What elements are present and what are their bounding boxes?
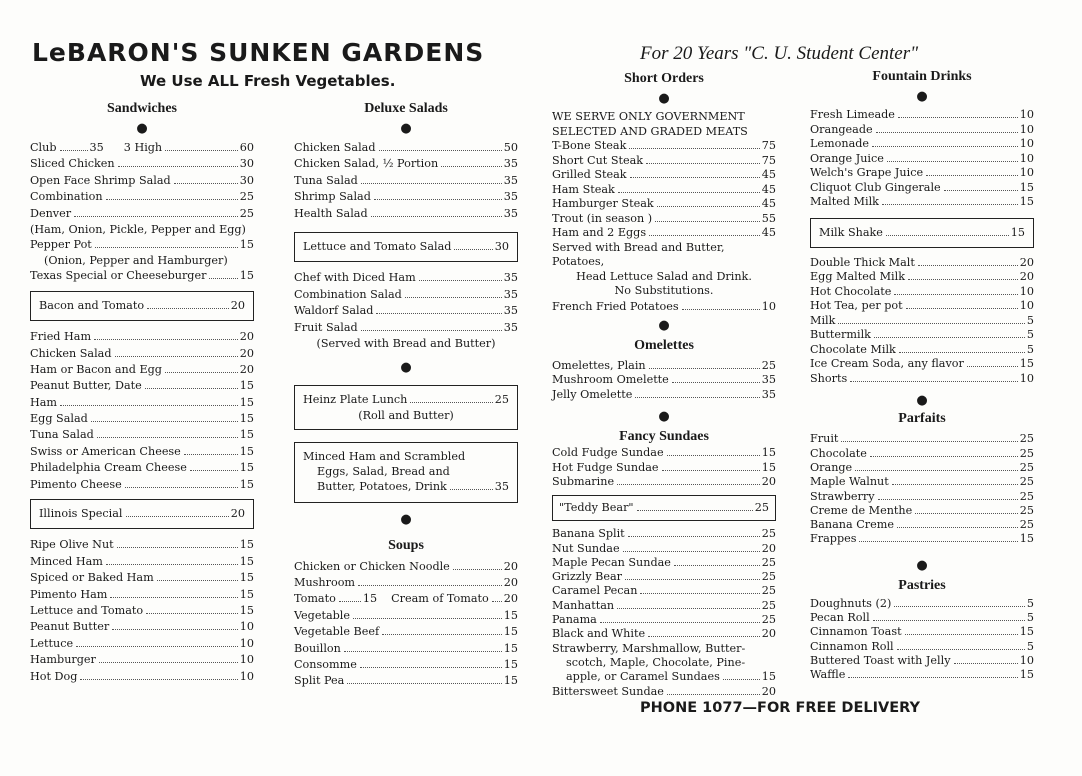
featured-box (30, 291, 254, 321)
menu-item: Ham or Bacon and Egg 20 (30, 362, 254, 376)
menu-item: Minced Ham 15 (30, 554, 254, 568)
menu-item: Ham 15 (30, 395, 254, 409)
menu-item: Maple Walnut 25 (810, 475, 1034, 489)
featured-box (552, 495, 776, 521)
item-note: (Served with Bread and Butter) (316, 336, 496, 350)
menu-item: Panama 25 (552, 613, 776, 627)
menu-item: Hamburger Steak 45 (552, 197, 776, 210)
menu-item: Ripe Olive Nut 15 (30, 538, 254, 552)
item-note: (Ham, Onion, Pickle, Pepper and Egg) (30, 222, 246, 236)
menu-item: Pepper Pot 15 (30, 237, 254, 251)
menu-item: Chicken Salad 20 (30, 346, 254, 360)
short-orders-heading: Short Orders (624, 71, 704, 86)
menu-item: Chef with Diced Ham 35 (294, 271, 518, 285)
menu-item: Strawberry 25 (810, 489, 1034, 503)
short-orders-column (552, 70, 776, 699)
sandwiches-heading: Sandwiches (106, 101, 178, 116)
menu-item: Pecan Roll 5 (810, 611, 1034, 625)
menu-item: Combination 25 (30, 190, 254, 204)
menu-item: Lemonade 10 (810, 137, 1034, 150)
pastries-heading: Pastries (898, 577, 946, 593)
menu-item: Fresh Limeade 10 (810, 108, 1034, 121)
menu-item: Orangeade 10 (810, 122, 1034, 136)
menu-item: Hot Tea, per pot 10 (810, 299, 1034, 313)
sundaes-heading: Fancy Sundaes (619, 429, 709, 445)
item-line: Strawberry, Marshmallow, Butter- (552, 641, 746, 655)
menu-item: Manhattan 25 (552, 598, 776, 612)
fountain-column (810, 68, 1034, 683)
menu-item: Hot Fudge Sundae 15 (552, 460, 776, 474)
bullet-icon: ● (916, 393, 928, 409)
menu-item: Ice Cream Soda, any flavor 15 (810, 357, 1034, 371)
menu-item: Split Pea 15 (294, 674, 518, 688)
salads-column (294, 100, 518, 690)
subtitle: We Use ALL Fresh Vegetables. (140, 72, 396, 90)
menu-item: Trout (in season ) 55 (552, 211, 776, 225)
menu-item: Banana Creme 25 (810, 518, 1034, 532)
menu-item: Grilled Steak 45 (552, 168, 776, 181)
menu-item: Butter, Potatoes, Drink 35 (317, 480, 509, 494)
item-note: (Roll and Butter) (358, 409, 454, 423)
featured-box (294, 232, 518, 262)
menu-item: Ham and 2 Eggs 45 (552, 226, 776, 239)
menu-item: Chicken Salad, ½ Portion 35 (294, 157, 518, 171)
menu-item: Banana Split 25 (552, 527, 776, 541)
menu-item: Omelettes, Plain 25 (552, 358, 776, 372)
menu-item: Chocolate 25 (810, 446, 1034, 460)
menu-item: Lettuce and Tomato Salad 30 (303, 239, 509, 253)
menu-item: Maple Pecan Sundae 25 (552, 555, 776, 569)
bullet-icon: ● (400, 121, 412, 136)
menu-item: Consomme 15 (294, 658, 518, 672)
menu-item: Egg Salad 15 (30, 412, 254, 426)
item-note: No Substitutions. (614, 284, 714, 297)
intro-text: SELECTED AND GRADED MEATS (552, 124, 748, 138)
menu-item: French Fried Potatoes 10 (552, 299, 776, 313)
menu-item: Hot Dog 10 (30, 669, 254, 683)
menu-item: Orange 25 (810, 460, 1034, 474)
menu-item: Waldorf Salad 35 (294, 304, 518, 318)
menu-item: Black and White 20 (552, 627, 776, 641)
menu-item: T-Bone Steak 75 (552, 139, 776, 152)
menu-item: Texas Special or Cheeseburger 15 (30, 269, 254, 283)
item-line: scotch, Maple, Chocolate, Pine- (566, 655, 746, 669)
menu-item: Club 35 3 High 60 (30, 141, 254, 154)
menu-item: Fried Ham 20 (30, 330, 254, 344)
phone-footer: PHONE 1077—FOR FREE DELIVERY (640, 700, 920, 716)
menu-item: Open Face Shrimp Salad 30 (30, 173, 254, 187)
menu-item: Philadelphia Cream Cheese 15 (30, 461, 254, 475)
salads-heading: Deluxe Salads (364, 101, 448, 116)
menu-item: Welch's Grape Juice 10 (810, 166, 1034, 179)
menu-item: Submarine 20 (552, 475, 776, 489)
bullet-icon: ● (916, 557, 928, 573)
menu-item: Shrimp Salad 35 (294, 190, 518, 204)
menu-item: Illinois Special 20 (39, 507, 245, 521)
menu-item: Combination Salad 35 (294, 287, 518, 301)
item-note: Head Lettuce Salad and Drink. (576, 269, 752, 283)
menu-item: Frappes 15 (810, 532, 1034, 546)
menu-item: Chicken or Chicken Noodle 20 (294, 559, 518, 573)
menu-item: Swiss or American Cheese 15 (30, 444, 254, 458)
bullet-icon: ● (136, 121, 148, 136)
menu-item: Fruit Salad 35 (294, 320, 518, 334)
bullet-icon: ● (658, 317, 670, 333)
featured-box (30, 499, 254, 529)
omelettes-heading: Omelettes (634, 337, 694, 353)
menu-item: Vegetable Beef 15 (294, 625, 518, 639)
restaurant-title: LeBARON'S SUNKEN GARDENS (32, 38, 485, 67)
menu-item: Health Salad 35 (294, 206, 518, 220)
menu-item: Double Thick Malt 20 (810, 255, 1034, 269)
tagline: For 20 Years "C. U. Student Center" (640, 43, 919, 64)
menu-item: Bittersweet Sundae 20 (552, 684, 776, 698)
bullet-icon: ● (658, 91, 670, 106)
menu-item: Creme de Menthe 25 (810, 503, 1034, 517)
menu-item: Pimento Cheese 15 (30, 477, 254, 491)
menu-item: Hamburger 10 (30, 653, 254, 667)
menu-item: Hot Chocolate 10 (810, 284, 1034, 298)
menu-item: Grizzly Bear 25 (552, 570, 776, 584)
menu-item: Bacon and Tomato 20 (39, 298, 245, 312)
bullet-icon: ● (916, 89, 928, 104)
menu-item: Pimento Ham 15 (30, 587, 254, 601)
menu-item: Denver 25 (30, 206, 254, 220)
menu-item: Chocolate Milk 5 (810, 342, 1034, 356)
item-note: (Onion, Pepper and Hamburger) (44, 254, 228, 268)
menu-item: Nut Sundae 20 (552, 541, 776, 555)
menu-item: Jelly Omelette 35 (552, 387, 776, 401)
menu-item: Lettuce and Tomato 15 (30, 603, 254, 617)
menu-item: Mushroom Omelette 35 (552, 373, 776, 387)
menu-item: Tuna Salad 15 (30, 428, 254, 442)
menu-item: Doughnuts (2) 5 (810, 596, 1034, 610)
bullet-icon: ● (400, 359, 412, 375)
menu-item: Short Cut Steak 75 (552, 153, 776, 167)
sandwiches-column (30, 100, 254, 685)
menu-item: Cinnamon Roll 5 (810, 639, 1034, 653)
soups-heading: Soups (388, 537, 424, 553)
parfaits-heading: Parfaits (898, 411, 946, 427)
menu-item: Chicken Salad 50 (294, 141, 518, 154)
menu-item: Orange Juice 10 (810, 151, 1034, 165)
menu-item: Mushroom 20 (294, 576, 518, 590)
menu-item: Spiced or Baked Ham 15 (30, 571, 254, 585)
menu-item: Fruit 25 (810, 432, 1034, 446)
menu-item: Shorts 10 (810, 371, 1034, 385)
menu-item: Tuna Salad 35 (294, 173, 518, 187)
menu-item: Peanut Butter 10 (30, 620, 254, 634)
menu-item: Heinz Plate Lunch 25 (303, 392, 509, 406)
featured-box (294, 442, 518, 502)
bullet-icon: ● (400, 511, 412, 527)
featured-box (810, 218, 1034, 248)
menu-item: Buttered Toast with Jelly 10 (810, 653, 1034, 667)
item-line: Minced Ham and Scrambled (303, 450, 466, 464)
menu-item: Sliced Chicken 30 (30, 157, 254, 171)
item-line: Eggs, Salad, Bread and (317, 465, 450, 479)
menu-item: apple, or Caramel Sundaes 15 (566, 670, 776, 684)
menu-item: Vegetable 15 (294, 608, 518, 622)
menu-item: Lettuce 10 (30, 636, 254, 650)
menu-item: Cliquot Club Gingerale 15 (810, 180, 1034, 194)
menu-item: Ham Steak 45 (552, 182, 776, 196)
menu-item: Caramel Pecan 25 (552, 584, 776, 598)
menu-item: Waffle 15 (810, 668, 1034, 682)
bullet-icon: ● (658, 409, 670, 425)
item-note: Served with Bread and Butter, Potatoes, (552, 240, 725, 268)
menu-item: Malted Milk 15 (810, 195, 1034, 208)
menu-item: Milk 5 (810, 313, 1034, 327)
menu-item: Peanut Butter, Date 15 (30, 379, 254, 393)
menu-item: "Teddy Bear" 25 (559, 500, 769, 514)
menu-item: Cold Fudge Sundae 15 (552, 446, 776, 460)
menu-item: Cinnamon Toast 15 (810, 625, 1034, 639)
menu-item: Buttermilk 5 (810, 328, 1034, 342)
fountain-heading: Fountain Drinks (872, 69, 972, 84)
menu-item: Bouillon 15 (294, 641, 518, 655)
menu-item: Egg Malted Milk 20 (810, 270, 1034, 284)
menu-item: Milk Shake 15 (819, 225, 1025, 239)
menu-item: Tomato 15 Cream of Tomato 20 (294, 592, 518, 606)
intro-text: WE SERVE ONLY GOVERNMENT (552, 110, 745, 123)
featured-box (294, 385, 518, 430)
